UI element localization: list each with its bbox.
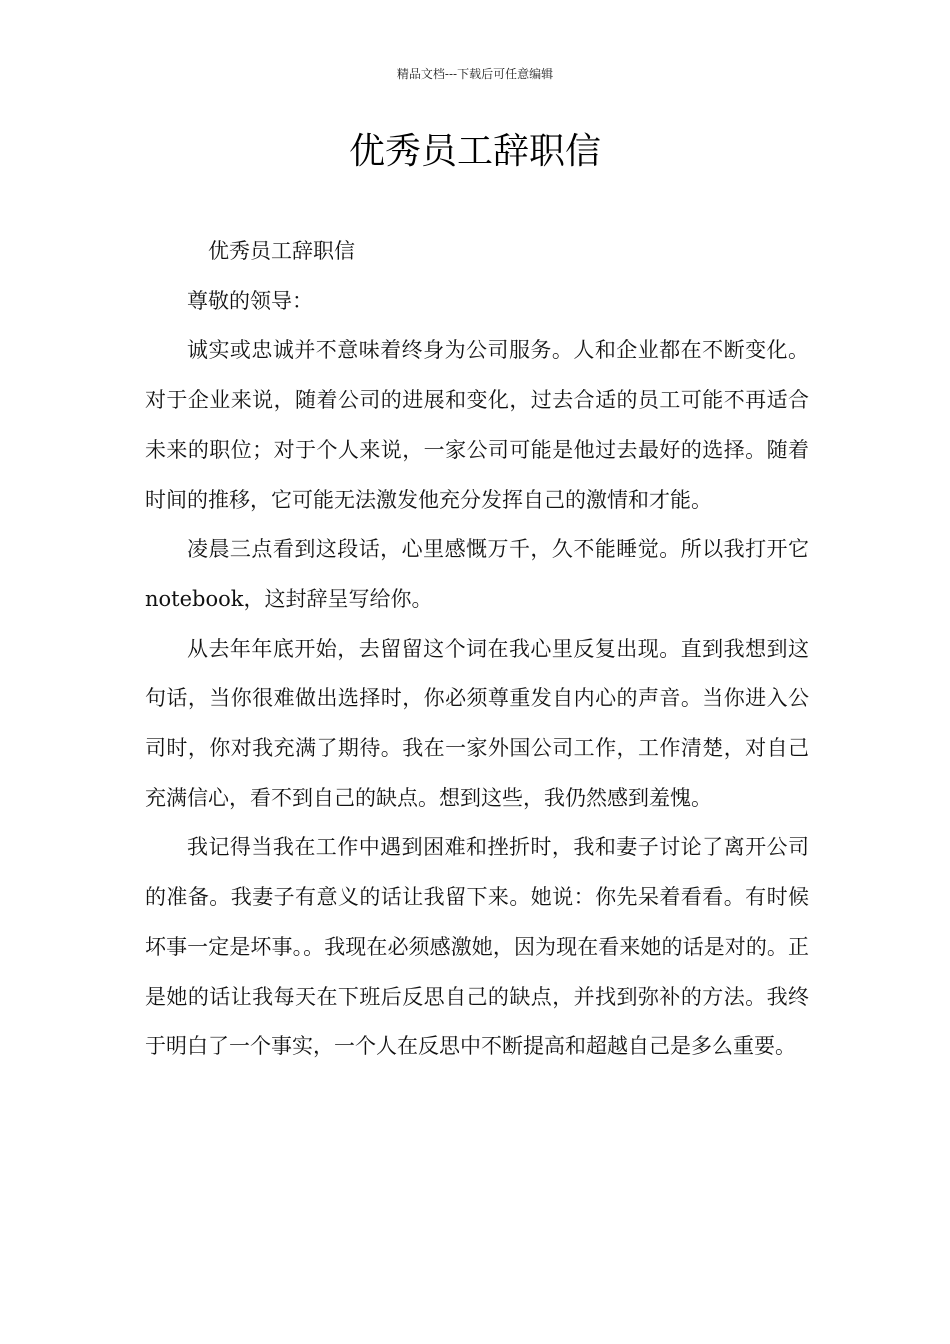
body-paragraph: 从去年年底开始，去留留这个词在我心里反复出现。直到我想到这句话，当你很难做出选择时，你必须尊重发自内心的声音。当你进入公司时，你对我充满了期待。我在一家外国公司工作，工作清楚，对自己充满信心，看不到自己的缺点。想到这些，我仍然感到羞愧。: [145, 636, 809, 810]
body-paragraph: 诚实或忠诚并不意味着终身为公司服务。人和企业都在不断变化。对于企业来说，随着公司的进展和变化，过去合适的员工可能不再适合未来的职位；对于个人来说，一家公司可能是他过去最好的选择。随着时间的推移，它可能无法激发他充分发挥自己的激情和才能。: [145, 338, 809, 512]
salutation-paragraph: 尊敬的领导：: [187, 288, 313, 313]
body-paragraph: 我记得当我在工作中遇到困难和挫折时，我和妻子讨论了离开公司的准备。我妻子有意义的话让我留下来。她说：你先呆着看看。有时候坏事一定是坏事。。我现在必须感激她，因为现在看来她的话是对的。正是她的话让我每天在下班后反思自己的缺点，并找到弥补的方法。我终于明白了一个事实，一个人在反思中不断提高和超越自己是多么重要。: [145, 835, 809, 1059]
document-title: 优秀员工辞职信: [348, 131, 601, 172]
subtitle-paragraph: 优秀员工辞职信: [208, 239, 355, 263]
body-paragraph: 凌晨三点看到这段话，心里感慨万千，久不能睡觉。所以我打开它notebook，这封辞呈写给你。: [145, 537, 809, 611]
header-note: 精品文档---下载后可任意编辑: [396, 67, 554, 81]
document-body: [145, 227, 809, 1072]
